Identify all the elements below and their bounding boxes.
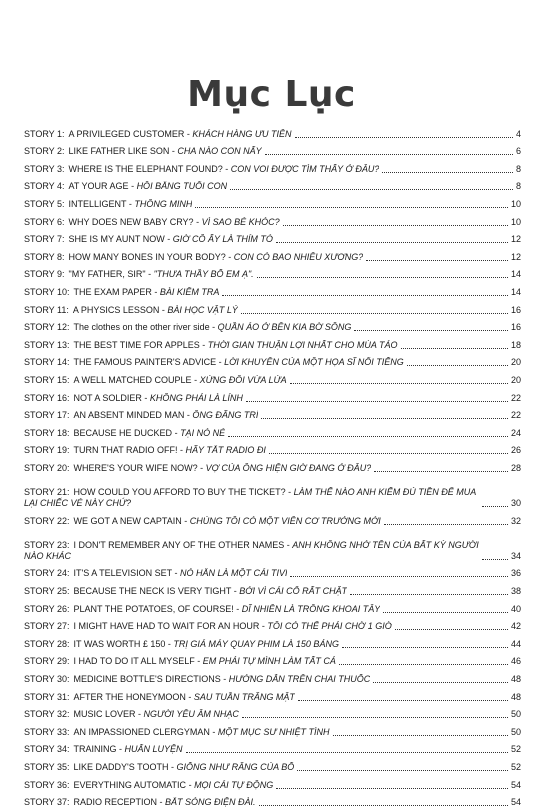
- dot-leader: [384, 524, 508, 525]
- entry-text: [24, 129, 292, 140]
- page-number: 52: [510, 761, 521, 772]
- entry-text: [24, 639, 339, 650]
- dot-leader: [276, 788, 508, 789]
- vietnamese-title: MỌI CÁI TỰ ĐỘNG: [194, 779, 274, 790]
- english-title: IT WAS WORTH £ 150: [73, 638, 166, 649]
- page-number: 12: [510, 234, 521, 245]
- page-number: 14: [510, 286, 521, 297]
- title-separator: -: [177, 445, 186, 456]
- entry-text: [24, 199, 192, 210]
- story-number: STORY 32:: [24, 709, 70, 720]
- entry-text: [24, 568, 287, 579]
- story-number: STORY 29:: [24, 656, 70, 667]
- page-number: 28: [510, 462, 521, 473]
- page-number: 16: [510, 304, 521, 315]
- toc-entry[interactable]: [24, 140, 521, 158]
- toc-entry[interactable]: [24, 192, 521, 210]
- vietnamese-title: KHÔNG PHẢI LÀ LÍNH: [149, 392, 243, 403]
- toc-entry[interactable]: [24, 703, 521, 721]
- vietnamese-title: LỜI KHUYÊN CỦA MỘT HỌA SĨ NỔI TIẾNG: [224, 357, 404, 368]
- story-number: STORY 14:: [24, 357, 70, 368]
- page-number: 12: [510, 251, 521, 262]
- title-separator: -: [135, 709, 144, 720]
- entry-text: [24, 621, 392, 632]
- english-title: EVERYTHING AUTOMATIC: [73, 779, 187, 790]
- title-separator: -: [126, 198, 135, 209]
- entry-text: [24, 487, 479, 509]
- title-separator: -: [220, 674, 229, 684]
- dot-leader: [354, 330, 508, 331]
- toc-entry[interactable]: [24, 404, 521, 422]
- dot-leader: [242, 717, 508, 718]
- title-separator: -: [181, 515, 190, 526]
- title-separator: -: [184, 128, 193, 139]
- entry-text: [24, 586, 347, 597]
- toc-entry[interactable]: [24, 263, 521, 281]
- vietnamese-title: NGƯỜI YÊU ÂM NHẠC: [143, 709, 239, 720]
- page-number: 54: [510, 797, 521, 808]
- page-number: 20: [510, 374, 521, 385]
- vietnamese-title: CHÚNG TÔI CÓ MỘT VIÊN CƠ TRƯỞNG MỚI: [189, 515, 381, 526]
- title-separator: -: [209, 322, 218, 333]
- vietnamese-title: GIỐNG NHƯ RĂNG CỦA BỐ: [176, 761, 295, 772]
- vietnamese-title: SAU TUẦN TRĂNG MẬT: [193, 691, 295, 702]
- vietnamese-title: HÃY TẮT RADIO ĐI: [185, 445, 266, 456]
- dot-leader: [290, 383, 508, 384]
- entry-text: [24, 375, 287, 386]
- english-title: THE FAMOUS PAINTER'S ADVICE: [73, 357, 217, 368]
- english-title: TRAINING: [73, 744, 117, 755]
- story-number: STORY 18:: [24, 427, 70, 438]
- title-separator: -: [141, 392, 150, 403]
- entry-text: [24, 727, 330, 738]
- toc-entry[interactable]: [24, 333, 521, 351]
- title-separator: -: [197, 462, 206, 473]
- english-title: WHY DOES NEW BABY CRY?: [68, 216, 194, 227]
- page-number: 18: [510, 339, 521, 350]
- english-title: SHE IS MY AUNT NOW: [68, 234, 165, 245]
- entry-text: [24, 709, 239, 720]
- dot-leader: [482, 506, 508, 507]
- vietnamese-title: LÀM THẾ NÀO ANH KIẾM ĐỦ TIỀN ĐỂ MUA LẠI CHIẾC VÉ NÀY CHỨ?: [24, 487, 476, 509]
- vietnamese-title: XỨNG ĐÔI VỪA LỨA: [199, 374, 287, 385]
- title-separator: -: [285, 487, 294, 498]
- entry-text: [24, 604, 380, 615]
- english-title: AN IMPASSIONED CLERGYMAN: [73, 726, 210, 737]
- dot-leader: [228, 436, 508, 437]
- toc-entry[interactable]: [24, 527, 521, 562]
- story-number: STORY 7:: [24, 234, 65, 245]
- english-title: TURN THAT RADIO OFF!: [73, 445, 178, 456]
- vietnamese-title: TẠI NÓ NÉ: [180, 427, 226, 438]
- title-separator: -: [171, 568, 180, 579]
- story-number: STORY 12:: [24, 322, 70, 333]
- vietnamese-title: QUẦN ÁO Ở BÊN KIA BỜ SÔNG: [217, 322, 352, 333]
- page-number: 10: [510, 216, 521, 227]
- story-number: STORY 37:: [24, 797, 70, 808]
- toc-entry[interactable]: [24, 791, 521, 808]
- story-number: STORY 13:: [24, 339, 70, 350]
- story-number: STORY 28:: [24, 638, 70, 649]
- english-title: HOW COULD YOU AFFORD TO BUY THE TICKET?: [73, 487, 286, 498]
- toc-entry[interactable]: [24, 509, 521, 527]
- entry-text: [24, 269, 254, 280]
- english-title: A PHYSICS LESSON: [72, 304, 160, 315]
- story-number: STORY 34:: [24, 744, 70, 755]
- toc-entry[interactable]: [24, 720, 521, 738]
- story-number: STORY 36:: [24, 779, 70, 790]
- entry-text: [24, 445, 266, 456]
- title-separator: -: [169, 146, 178, 157]
- page-number: 20: [510, 357, 521, 368]
- entry-text: [24, 287, 219, 298]
- toc-entry[interactable]: [24, 738, 521, 756]
- dot-leader: [257, 277, 508, 278]
- vietnamese-title: "THƯA THẦY BỐ EM Ạ".: [153, 269, 254, 280]
- toc-entry[interactable]: [24, 755, 521, 773]
- toc-entry[interactable]: [24, 298, 521, 316]
- title-separator: -: [231, 586, 240, 597]
- vietnamese-title: HUẤN LUYỆN: [124, 744, 183, 755]
- dot-leader: [333, 735, 508, 736]
- vietnamese-title: CON VOI ĐƯỢC TÌM THẤY Ở ĐÂU?: [230, 163, 380, 174]
- story-number: STORY 21:: [24, 487, 70, 498]
- english-title: WHERE IS THE ELEPHANT FOUND?: [68, 163, 223, 174]
- entry-text: [24, 357, 404, 368]
- title-separator: -: [225, 251, 234, 262]
- entry-text: [24, 797, 256, 808]
- dot-leader: [246, 401, 508, 402]
- dot-leader: [186, 752, 508, 753]
- page-number: 40: [510, 603, 521, 614]
- title-separator: -: [191, 374, 200, 385]
- title-separator: -: [165, 638, 174, 649]
- toc-entry[interactable]: [24, 562, 521, 580]
- title-separator: -: [199, 339, 208, 350]
- story-number: STORY 11:: [24, 304, 69, 315]
- dot-leader: [482, 559, 508, 560]
- toc-entry[interactable]: [24, 175, 521, 193]
- dot-leader: [350, 594, 508, 595]
- entry-text: [24, 780, 273, 791]
- english-title: WHERE'S YOUR WIFE NOW?: [73, 462, 198, 473]
- toc-entry[interactable]: [24, 650, 521, 668]
- toc-entry[interactable]: [24, 773, 521, 791]
- english-title: AN ABSENT MINDED MAN: [73, 410, 185, 421]
- story-number: STORY 17:: [24, 410, 70, 421]
- entry-text: [24, 428, 225, 439]
- story-number: STORY 27:: [24, 621, 70, 632]
- toc-entry[interactable]: [24, 615, 521, 633]
- story-number: STORY 33:: [24, 726, 70, 737]
- vietnamese-title: VÌ SAO BÉ KHÓC?: [201, 216, 280, 227]
- english-title: THE BEST TIME FOR APPLES: [73, 339, 200, 350]
- vietnamese-title: MỘT MỤC SƯ NHIỆT TÌNH: [217, 726, 330, 737]
- dot-leader: [382, 172, 513, 173]
- vietnamese-title: THÔNG MINH: [134, 198, 193, 209]
- story-number: STORY 8:: [24, 251, 65, 262]
- entry-text: [24, 164, 379, 175]
- english-title: MUSIC LOVER: [73, 709, 136, 720]
- page-number: 48: [510, 674, 521, 684]
- toc-entry[interactable]: [24, 386, 521, 404]
- story-number: STORY 22:: [24, 515, 70, 526]
- entry-text: [24, 322, 351, 333]
- entry-text: [24, 146, 262, 157]
- title-separator: -: [164, 234, 173, 245]
- title-separator: -: [168, 761, 177, 772]
- entry-text: [24, 393, 243, 404]
- english-title: I HAD TO DO IT ALL MYSELF: [73, 656, 195, 667]
- toc-entry[interactable]: [24, 122, 521, 140]
- title-separator: -: [157, 797, 166, 808]
- english-title: LIKE FATHER LIKE SON: [68, 146, 170, 157]
- vietnamese-title: HƯỚNG DẪN TRÊN CHAI THUỐC: [228, 674, 371, 684]
- story-number: STORY 10:: [24, 286, 70, 297]
- english-title: I DON'T REMEMBER ANY OF THE OTHER NAMES: [73, 539, 285, 550]
- story-number: STORY 5:: [24, 198, 65, 209]
- vietnamese-title: GIỜ CÔ ẤY LÀ THÍM TỚ: [172, 234, 274, 245]
- page-number: 14: [510, 269, 521, 280]
- dot-leader: [298, 700, 508, 701]
- page-number: 50: [510, 726, 521, 737]
- vietnamese-title: TRỊ GIÁ MÁY QUAY PHIM LÀ 150 BẢNG: [173, 638, 339, 649]
- dot-leader: [259, 805, 508, 806]
- vietnamese-title: ÔNG ĐÃNG TRÍ: [192, 410, 259, 421]
- dot-leader: [407, 365, 508, 366]
- vietnamese-title: CON CÓ BAO NHIÊU XƯƠNG?: [233, 251, 364, 262]
- english-title: NOT A SOLDIER: [73, 392, 142, 403]
- story-number: STORY 3:: [24, 163, 65, 174]
- story-number: STORY 20:: [24, 462, 70, 473]
- title-separator: -: [209, 726, 218, 737]
- dot-leader: [222, 295, 508, 296]
- dot-leader: [383, 612, 508, 613]
- vietnamese-title: ANH KHÔNG NHỚ TÊN CỦA BẤT KỲ NGƯỜI NÀO KHÁC: [24, 539, 479, 561]
- toc-entry[interactable]: [24, 456, 521, 474]
- entry-text: [24, 692, 295, 703]
- toc-entry[interactable]: [24, 685, 521, 703]
- page-title: Mục Lục: [187, 74, 356, 116]
- dot-leader: [339, 664, 508, 665]
- english-title: "MY FATHER, SIR": [68, 269, 146, 280]
- toc-entry[interactable]: [24, 368, 521, 386]
- page-number: 38: [510, 586, 521, 597]
- title-separator: -: [128, 181, 137, 192]
- english-title: I MIGHT HAVE HAD TO WAIT FOR AN HOUR: [73, 621, 260, 632]
- title-separator: -: [193, 216, 202, 227]
- title-separator: -: [185, 691, 194, 702]
- vietnamese-title: BỞI VÌ CÁI CỔ RẤT CHẶT: [239, 586, 348, 597]
- dot-leader: [401, 348, 508, 349]
- title-separator: -: [184, 410, 193, 421]
- title-separator: -: [194, 656, 203, 667]
- english-title: RADIO RECEPTION: [73, 797, 158, 808]
- dot-leader: [297, 770, 508, 771]
- vietnamese-title: NÓ HẲN LÀ MỘT CÁI TIVI: [179, 568, 288, 579]
- english-title: A PRIVILEGED CUSTOMER: [68, 128, 185, 139]
- page-number: 52: [510, 744, 521, 755]
- entry-text: [24, 656, 336, 667]
- vietnamese-title: BÀI KIỂM TRA: [159, 286, 220, 297]
- dot-leader: [230, 189, 513, 190]
- english-title: AT YOUR AGE: [68, 181, 129, 192]
- english-title: BECAUSE HE DUCKED: [73, 427, 173, 438]
- vietnamese-title: BẮT SÓNG ĐIỆN ĐÀI.: [165, 797, 256, 808]
- title-separator: -: [284, 539, 293, 550]
- entry-text: [24, 234, 273, 245]
- dot-leader: [295, 137, 513, 138]
- title-separator: -: [145, 269, 154, 280]
- page-number: 10: [510, 198, 521, 209]
- entry-text: [24, 252, 363, 263]
- entry-text: [24, 463, 371, 474]
- dot-leader: [366, 260, 508, 261]
- toc-entry[interactable]: [24, 210, 521, 228]
- english-title: INTELLIGENT: [68, 198, 127, 209]
- story-number: STORY 25:: [24, 586, 70, 597]
- story-number: STORY 15:: [24, 374, 70, 385]
- dot-leader: [261, 418, 508, 419]
- story-number: STORY 24:: [24, 568, 70, 579]
- story-number: STORY 6:: [24, 216, 65, 227]
- vietnamese-title: CHA NÀO CON NẤY: [177, 146, 262, 157]
- page-number: 32: [510, 515, 521, 526]
- toc-entry[interactable]: [24, 316, 521, 334]
- english-title: BECAUSE THE NECK IS VERY TIGHT: [73, 586, 232, 597]
- vietnamese-title: KHÁCH HÀNG ƯU TIÊN: [192, 128, 292, 139]
- page-number: 8: [515, 181, 521, 192]
- toc-entry[interactable]: [24, 579, 521, 597]
- story-number: STORY 19:: [24, 445, 70, 456]
- story-number: STORY 4:: [24, 181, 65, 192]
- dot-leader: [195, 207, 508, 208]
- toc-entry[interactable]: [24, 228, 521, 246]
- dot-leader: [342, 647, 508, 648]
- dot-leader: [290, 576, 508, 577]
- english-title: PLANT THE POTATOES, OF COURSE!: [73, 603, 234, 614]
- story-number: STORY 26:: [24, 603, 70, 614]
- toc-entry[interactable]: [24, 474, 521, 509]
- vietnamese-title: EM PHẢI TỰ MÌNH LÀM TẤT CẢ: [202, 656, 336, 667]
- story-number: STORY 16:: [24, 392, 70, 403]
- title-separator: -: [151, 286, 160, 297]
- page-number: 4: [515, 128, 521, 139]
- vietnamese-title: THỜI GIAN THUẬN LỢI NHẤT CHO MÙA TÁO: [207, 339, 398, 350]
- page-number: 54: [510, 779, 521, 790]
- dot-leader: [241, 313, 508, 314]
- page-number: 6: [515, 146, 521, 157]
- page-number: 42: [510, 621, 521, 632]
- entry-text: [24, 181, 227, 192]
- title-separator: -: [222, 163, 231, 174]
- title-separator: -: [116, 744, 125, 755]
- page-number: 30: [510, 498, 521, 509]
- english-title: THE EXAM PAPER: [73, 286, 152, 297]
- dot-leader: [283, 225, 508, 226]
- entry-text: [24, 744, 183, 755]
- story-number: STORY 31:: [24, 691, 70, 702]
- english-title: WE GOT A NEW CAPTAIN: [73, 515, 182, 526]
- dot-leader: [373, 682, 508, 683]
- english-title: LIKE DADDY'S TOOTH: [73, 761, 169, 772]
- english-title: A WELL MATCHED COUPLE: [73, 374, 192, 385]
- title-separator: -: [159, 304, 168, 315]
- page-number: 48: [510, 691, 521, 702]
- story-number: STORY 35:: [24, 761, 70, 772]
- page-number: 22: [510, 410, 521, 421]
- page-number: 8: [515, 163, 521, 174]
- toc-entry[interactable]: [24, 351, 521, 369]
- vietnamese-title: TÔI CÓ THỂ PHẢI CHỜ 1 GIỜ: [267, 621, 393, 632]
- story-number: STORY 9:: [24, 269, 65, 280]
- dot-leader: [265, 154, 513, 155]
- vietnamese-title: DĨ NHIÊN LÀ TRỒNG KHOAI TÂY: [241, 603, 381, 614]
- title-separator: -: [216, 357, 225, 368]
- toc-entry[interactable]: [24, 245, 521, 263]
- entry-text: [24, 516, 381, 527]
- story-number: STORY 2:: [24, 146, 65, 157]
- table-of-contents: [24, 122, 521, 808]
- page-number: 16: [510, 322, 521, 333]
- story-number: STORY 1:: [24, 128, 65, 139]
- entry-text: [24, 217, 280, 228]
- story-number: STORY 23:: [24, 539, 70, 550]
- entry-text: [24, 540, 479, 562]
- english-title: AFTER THE HONEYMOON: [73, 691, 186, 702]
- title-separator: -: [186, 779, 195, 790]
- dot-leader: [395, 629, 508, 630]
- page-number: 22: [510, 392, 521, 403]
- page-number: 50: [510, 709, 521, 720]
- english-title: IT'S A TELEVISION SET: [73, 568, 172, 579]
- toc-entry[interactable]: [24, 439, 521, 457]
- toc-entry[interactable]: [24, 632, 521, 650]
- page-number: 24: [510, 427, 521, 438]
- english-title: The clothes on the other river side: [73, 322, 210, 333]
- entry-text: [24, 305, 238, 316]
- entry-text: [24, 674, 370, 685]
- toc-entry[interactable]: [24, 157, 521, 175]
- entry-text: [24, 410, 258, 421]
- dot-leader: [374, 471, 508, 472]
- page-number: 44: [510, 638, 521, 649]
- toc-entry[interactable]: [24, 280, 521, 298]
- page-number: 26: [510, 445, 521, 456]
- page-number: 34: [510, 550, 521, 561]
- story-number: STORY 30:: [24, 674, 70, 684]
- page-number: 36: [510, 568, 521, 579]
- english-title: HOW MANY BONES IN YOUR BODY?: [68, 251, 226, 262]
- toc-entry[interactable]: [24, 421, 521, 439]
- entry-text: [24, 762, 294, 773]
- vietnamese-title: HỒI BẰNG TUỔI CON: [136, 181, 228, 192]
- toc-entry[interactable]: [24, 667, 521, 685]
- title-separator: -: [172, 427, 181, 438]
- vietnamese-title: BÀI HỌC VẬT LÝ: [167, 304, 238, 315]
- page-number: 46: [510, 656, 521, 667]
- dot-leader: [276, 242, 508, 243]
- entry-text: [24, 340, 398, 351]
- english-title: MEDICINE BOTTLE'S DIRECTIONS: [73, 674, 221, 684]
- dot-leader: [269, 453, 508, 454]
- toc-entry[interactable]: [24, 597, 521, 615]
- title-separator: -: [233, 603, 242, 614]
- title-separator: -: [259, 621, 268, 632]
- vietnamese-title: VỢ CỦA ÔNG HIỆN GIỜ ĐANG Ở ĐÂU?: [205, 462, 372, 473]
